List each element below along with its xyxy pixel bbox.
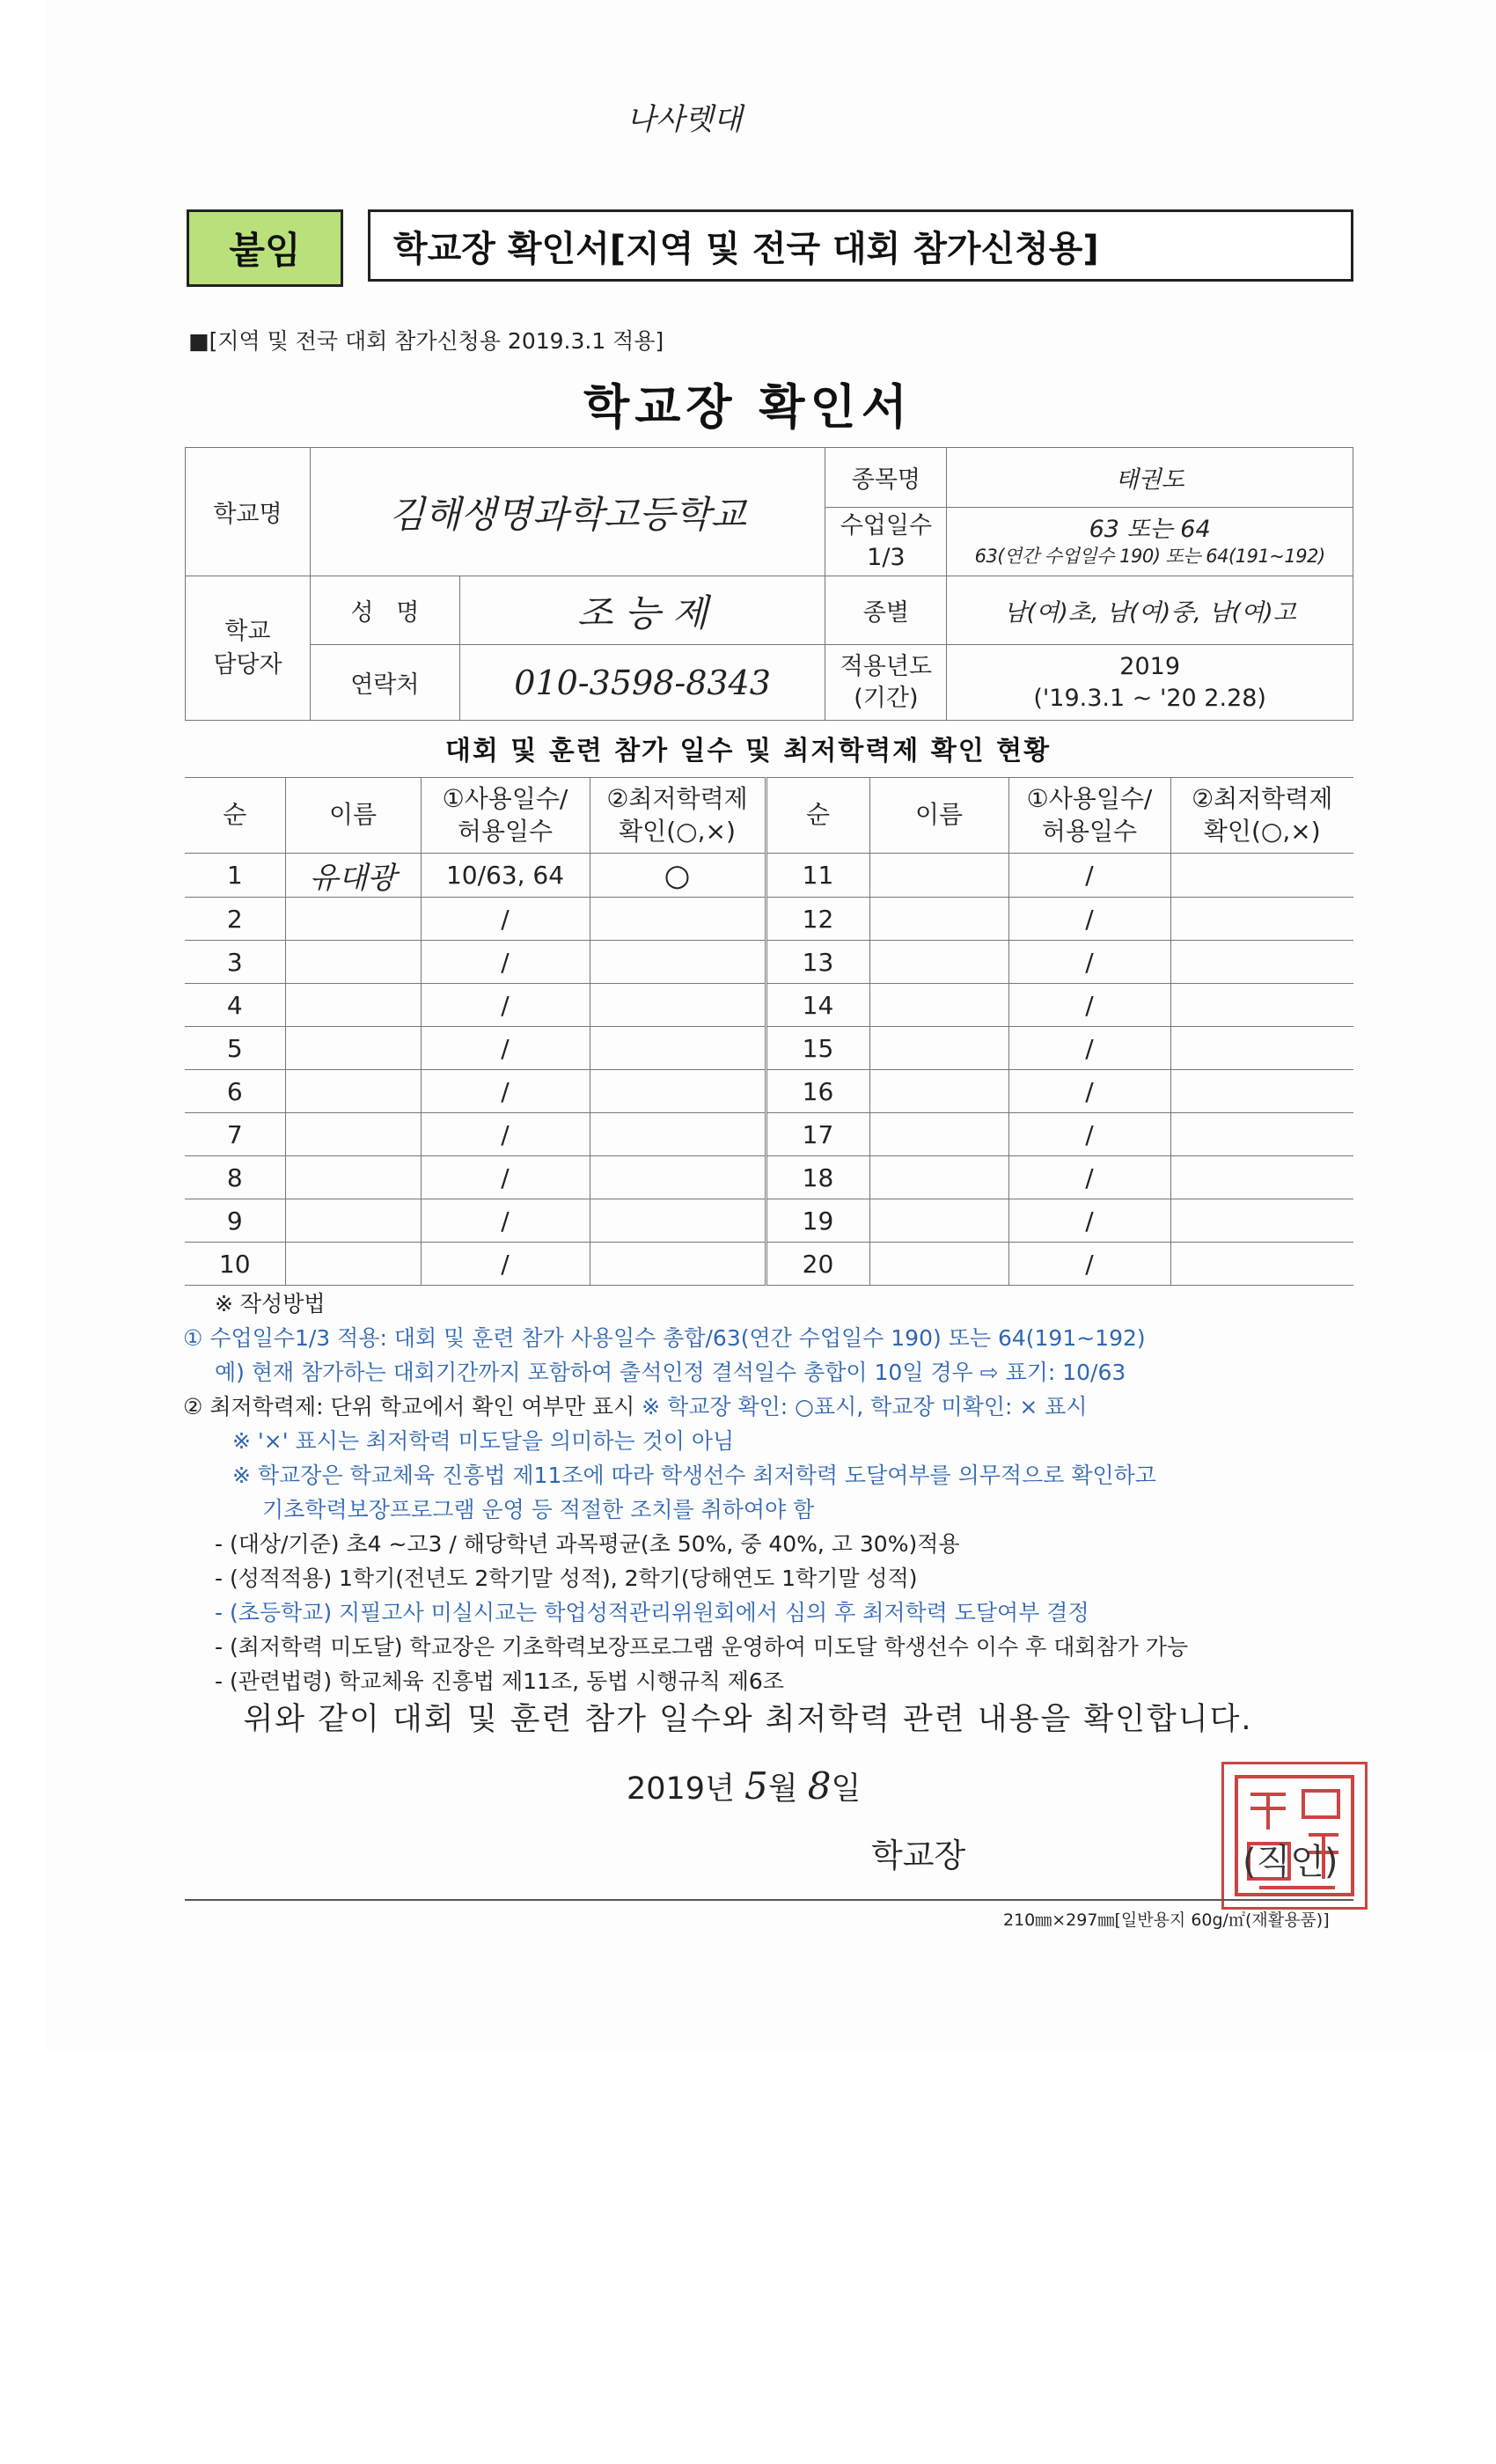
row-no: 19 [766,1199,869,1243]
table-row [185,1027,1353,1070]
class-days-label-line2: 1/3 [867,543,906,571]
row-no: 5 [185,1027,285,1070]
row-cert [590,984,766,1027]
row-days: 10/63, 64 [421,854,590,898]
row-no: 16 [766,1070,869,1113]
instructions-heading: ※ 작성방법 [215,1291,326,1316]
date-month-unit: 월 [767,1771,798,1807]
header-no: 순 [766,778,869,854]
row-cert [590,1070,766,1113]
table-row [185,1113,1353,1156]
date-day-unit: 일 [831,1771,862,1807]
status-heading: 대회 및 훈련 참가 일수 및 최저학력제 확인 현황 [444,736,1052,766]
row-days: / [421,1113,590,1156]
instruction-item-2 [183,1390,1362,1424]
document-header-title: 학교장 확인서[지역 및 전국 대회 참가신청용] [368,209,1353,282]
row-cert [1170,1070,1353,1113]
row-cert [1170,941,1353,984]
row-cert [590,1156,766,1199]
header-days-line1: ①사용일수/ [1026,784,1153,814]
manager-label-line1: 학교 [224,617,271,645]
instruction-note-duty-cont: 기초학력보장프로그램 운영 등 적절한 조치를 취하여야 함 [262,1497,815,1522]
principal-label: 학교장 [871,1837,966,1874]
row-days: / [421,984,590,1027]
header-cert-line1: ②최저학력제 [1192,784,1333,814]
table-row [185,984,1353,1027]
row-name [869,854,1008,898]
row-no: 6 [185,1070,285,1113]
row-days: / [1008,1113,1170,1156]
row-name [285,1113,421,1156]
school-label: 학교명 [186,448,311,576]
row-days: / [1008,941,1170,984]
contact-label: 연락처 [310,645,459,721]
row-name [285,898,421,941]
class-days-label [825,508,947,576]
year-label [825,645,947,721]
paper-spec: 210㎜×297㎜[일반용지 60g/㎡(재활용품)] [1003,1910,1330,1930]
table-row [185,854,1353,898]
issue-date [627,1764,861,1808]
instructions [183,1287,1362,1698]
row-name [869,1027,1008,1070]
row-no: 15 [766,1027,869,1070]
row-name [285,1243,421,1286]
row-days: / [421,1070,590,1113]
header-days-line2: 허용일수 [1041,816,1138,846]
table-row [185,1243,1353,1286]
instruction-grade-period: - (성적적용) 1학기(전년도 2학기말 성적), 2학기(당해연도 1학기말 성적) [215,1566,918,1591]
gender-label: 종별 [825,576,947,645]
row-cert [1170,1156,1353,1199]
event-value: 태권도 [947,448,1353,508]
application-note: ■[지역 및 전국 대회 참가신청용 2019.3.1 적용] [188,328,664,354]
header-days-line1: ①사용일수/ [442,784,568,814]
row-no: 7 [185,1113,285,1156]
row-name [869,1199,1008,1243]
manager-label [186,576,311,721]
row-name [869,941,1008,984]
row-cert [1170,854,1353,898]
row-days: / [1008,1199,1170,1243]
table-row [185,941,1353,984]
instruction-target: - (대상/기준) 초4 ~고3 / 해당학년 과목평균(초 50%, 중 40%, 고 30%)적용 [215,1531,960,1557]
date-day: 8 [807,1764,832,1808]
row-no: 12 [766,898,869,941]
instruction-law: - (관련법령) 학교체육 진흥법 제11조, 동법 시행규칙 제6조 [215,1668,784,1694]
header-cert [590,778,766,854]
instruction-item-1-example: 예) 현재 참가하는 대회기간까지 포함하여 출석인정 결석일수 총합이 10일 경우 ⇨ 표기: 10/63 [215,1360,1126,1385]
row-cert [1170,898,1353,941]
row-days: / [1008,984,1170,1027]
row-days: / [1008,1027,1170,1070]
row-name [869,898,1008,941]
event-label: 종목명 [825,448,947,508]
row-no: 3 [185,941,285,984]
row-days: / [1008,1156,1170,1199]
table-row [185,1199,1353,1243]
class-days-value-line1: 63 또는 64 [1089,516,1211,544]
header-no: 순 [185,778,285,854]
header-cert-line2: 확인(○,×) [1203,816,1321,846]
instruction-item-2-text: ② 최저학력제: 단위 학교에서 확인 여부만 표시 [183,1394,642,1419]
header-days [1008,778,1170,854]
row-cert [590,1027,766,1070]
row-cert [1170,1243,1353,1286]
instruction-elementary: - (초등학교) 지필고사 미실시교는 학업성적관리위원회에서 심의 후 최저학력 도달여부 결정 [215,1600,1089,1625]
row-days: / [1008,1243,1170,1286]
row-name [869,1070,1008,1113]
row-no: 4 [185,984,285,1027]
row-name [285,984,421,1027]
manager-name-value: 조 능 제 [459,576,825,645]
school-name-value: 김해생명과학고등학교 [310,448,825,576]
row-name [869,1113,1008,1156]
header-name: 이름 [285,778,421,854]
row-no: 20 [766,1243,869,1286]
instruction-note-duty: ※ 학교장은 학교체육 진흥법 제11조에 따라 학생선수 최저학력 도달여부를 의무적으로 확인하고 [232,1463,1156,1488]
participation-rows [185,854,1353,1286]
row-no: 1 [185,854,285,898]
table-row [185,898,1353,941]
row-cert [590,898,766,941]
row-days: / [421,1156,590,1199]
row-name [285,941,421,984]
year-value-line2: ('19.3.1 ~ '20 2.28) [1033,684,1266,712]
row-name: 유대광 [285,854,421,898]
row-cert [590,941,766,984]
row-no: 14 [766,984,869,1027]
instruction-note-x: ※ '×' 표시는 최저학력 미도달을 의미하는 것이 아님 [232,1428,735,1454]
divider [185,1899,1353,1901]
year-label-line2: (기간) [854,684,919,712]
header-cert-line1: ②최저학력제 [606,784,748,814]
info-table [185,447,1353,721]
header-cert-line2: 확인(○,×) [619,816,736,846]
row-name [869,984,1008,1027]
header-cert [1170,778,1353,854]
row-cert [590,1243,766,1286]
header-name: 이름 [869,778,1008,854]
row-days: / [421,898,590,941]
date-month: 5 [744,1764,768,1808]
row-days: / [1008,854,1170,898]
row-no: 13 [766,941,869,984]
class-days-label-line1: 수업일수 [840,512,933,540]
year-value [947,645,1353,721]
name-label: 성 명 [310,576,459,645]
instruction-item-1: ① 수업일수1/3 적용: 대회 및 훈련 참가 사용일수 총합/63(연간 수업일수 190) 또는 64(191~192) [183,1325,1146,1351]
row-days: / [421,1243,590,1286]
row-name [285,1027,421,1070]
row-name [869,1156,1008,1199]
row-cert [590,1199,766,1243]
seal-label: (직인) [1243,1842,1338,1882]
row-no: 9 [185,1199,285,1243]
row-cert: ○ [590,854,766,898]
row-no: 2 [185,898,285,941]
row-no: 10 [185,1243,285,1286]
row-cert [590,1113,766,1156]
header-days-line2: 허용일수 [457,816,554,846]
row-days: / [421,941,590,984]
manager-label-line2: 담당자 [213,650,282,678]
class-days-value-line2: 63(연간 수업일수 190) 또는 64(191~192) [974,546,1325,568]
participation-table [185,777,1353,1286]
row-days: / [1008,1070,1170,1113]
row-days: / [421,1027,590,1070]
handwritten-note: 나사렛대 [627,102,743,137]
instruction-item-2-marking: ※ 학교장 확인: ○표시, 학교장 미확인: × 표시 [642,1394,1088,1419]
row-cert [1170,1199,1353,1243]
header-days [421,778,590,854]
year-label-line1: 적용년도 [840,653,933,681]
row-name [285,1070,421,1113]
row-cert [1170,984,1353,1027]
contact-value: 010-3598-8343 [459,645,825,721]
row-cert [1170,1113,1353,1156]
year-value-line1: 2019 [1119,653,1181,681]
row-name [869,1243,1008,1286]
row-name [285,1199,421,1243]
row-days: / [1008,898,1170,941]
row-no: 11 [766,854,869,898]
confirmation-statement: 위와 같이 대회 및 훈련 참가 일수와 최저학력 관련 내용을 확인합니다. [243,1702,1253,1737]
row-cert [1170,1027,1353,1070]
row-no: 8 [185,1156,285,1199]
gender-value: 남(여)초, 남(여)중, 남(여)고 [947,576,1353,645]
row-days: / [421,1199,590,1243]
class-days-value [947,508,1353,576]
table-row [185,1070,1353,1113]
page-title: 학교장 확인서 [583,379,913,435]
attachment-badge: 붙임 [187,209,343,287]
row-name [285,1156,421,1199]
table-row [185,1156,1353,1199]
instruction-not-met: - (최저학력 미도달) 학교장은 기초학력보장프로그램 운영하여 미도달 학생선수 이수 후 대회참가 가능 [215,1634,1189,1660]
date-year: 2019년 [627,1771,735,1807]
row-no: 18 [766,1156,869,1199]
row-no: 17 [766,1113,869,1156]
